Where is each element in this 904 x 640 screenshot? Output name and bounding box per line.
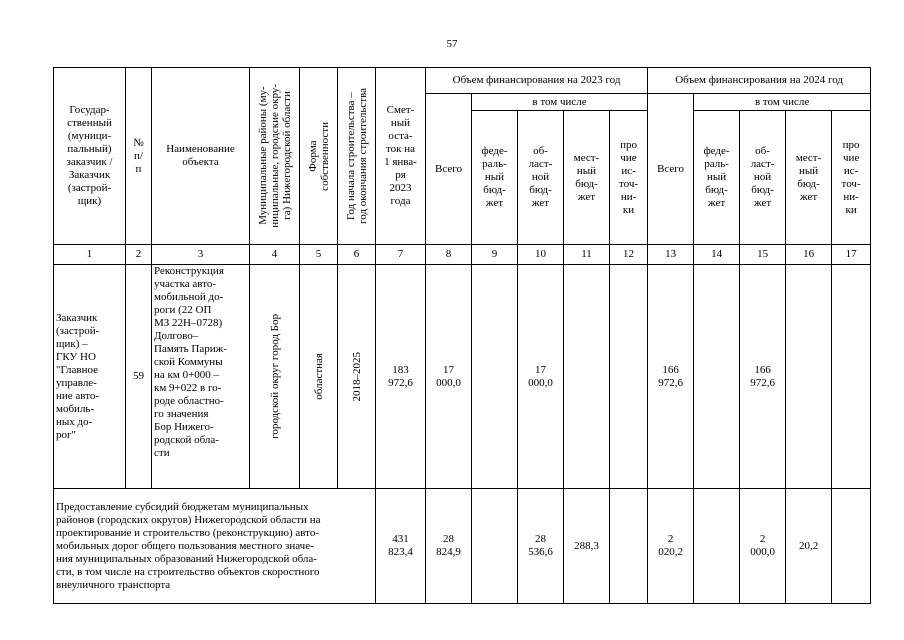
regional-2023-cell: 17 000,0 — [518, 265, 564, 489]
local-2024-cell — [786, 265, 832, 489]
header-years: Год начала строительства – год окончания строительства — [344, 88, 369, 224]
column-numbers-row — [54, 245, 871, 265]
col-number: 15 — [740, 245, 786, 265]
total-2024-cell: 166 972,6 — [648, 265, 694, 489]
other-2023-cell — [610, 489, 648, 604]
col-number: 10 — [518, 245, 564, 265]
ownership-text: областная — [312, 353, 325, 400]
header-ownership-cell — [300, 68, 338, 245]
col-number: 2 — [126, 245, 152, 265]
regional-2024-cell: 2 000,0 — [740, 489, 786, 604]
header-fin-2024: Объем финансирования на 2024 год — [648, 68, 871, 94]
header-other-2024: про чие ис- точ- ни- ки — [832, 111, 871, 245]
col-number: 13 — [648, 245, 694, 265]
subsidy-description-cell: Предоставление субсидий бюджетам муниципальных районов (городских округов) Нижегородской области на проектирование и строительство (реконструкцию) авто- мобильных дорог общего пользования местного значе- ния муниципальных образований Нижегородской обла- сти, в том числе на строительство объектов скоростного внеуличного транспорта — [54, 489, 376, 604]
years-text: 2018–2025 — [350, 351, 363, 402]
years-cell — [338, 265, 376, 489]
municipal-cell — [250, 265, 300, 489]
header-incl-2023: в том числе — [472, 94, 648, 111]
header-fin-2023: Объем финансирования на 2023 год — [426, 68, 648, 94]
regional-2023-cell: 28 536,6 — [518, 489, 564, 604]
total-2024-cell: 2 020,2 — [648, 489, 694, 604]
object-name-cell: Реконструкция участка авто- мобильной до- роги (22 ОП МЗ 22Н–0728) Долгово– Память Париж- ской Коммуны на км 0+000 – км 9+022 в го- роде областно- го значения Бор Нижего- родской обла- сти — [152, 265, 250, 489]
other-2024-cell — [832, 489, 871, 604]
col-number: 9 — [472, 245, 518, 265]
financing-table — [53, 67, 871, 604]
header-total-2024: Всего — [648, 94, 694, 245]
header-municipal: Муниципальные районы (му- ниципальные, городские окру- га) Нижегородской области — [256, 84, 293, 228]
estimate-cell: 431 823,4 — [376, 489, 426, 604]
header-other-2023: про чие ис- точ- ни- ки — [610, 111, 648, 245]
row-number-cell: 59 — [126, 265, 152, 489]
header-total-2023: Всего — [426, 94, 472, 245]
header-federal-2023: феде- раль- ный бюд- жет — [472, 111, 518, 245]
regional-2024-cell: 166 972,6 — [740, 265, 786, 489]
customer-cell: Заказчик (застрой- щик) – ГКУ НО "Главное управле- ние авто- мобиль- ных до- рог" — [54, 265, 126, 489]
header-customer: Государ- ственный (муници- пальный) заказчик / Заказчик (застрой- щик) — [54, 68, 126, 245]
estimate-cell: 183 972,6 — [376, 265, 426, 489]
federal-2024-cell — [694, 489, 740, 604]
local-2023-cell — [564, 265, 610, 489]
other-2024-cell — [832, 265, 871, 489]
col-number: 6 — [338, 245, 376, 265]
col-number: 3 — [152, 245, 250, 265]
col-number: 5 — [300, 245, 338, 265]
col-number: 8 — [426, 245, 472, 265]
local-2024-cell: 20,2 — [786, 489, 832, 604]
total-2023-cell: 28 824,9 — [426, 489, 472, 604]
header-local-2024: мест- ный бюд- жет — [786, 111, 832, 245]
header-regional-2024: об- ласт- ной бюд- жет — [740, 111, 786, 245]
local-2023-cell: 288,3 — [564, 489, 610, 604]
table-row-subsidies — [54, 489, 871, 604]
header-object-name: Наименование объекта — [152, 68, 250, 245]
page-number: 57 — [446, 38, 458, 50]
col-number: 7 — [376, 245, 426, 265]
col-number: 17 — [832, 245, 871, 265]
federal-2024-cell — [694, 265, 740, 489]
col-number: 1 — [54, 245, 126, 265]
header-regional-2023: об- ласт- ной бюд- жет — [518, 111, 564, 245]
federal-2023-cell — [472, 265, 518, 489]
header-federal-2024: феде- раль- ный бюд- жет — [694, 111, 740, 245]
table-row-object-59 — [54, 265, 871, 489]
header-estimate: Смет- ный оста- ток на 1 янва- ря 2023 года — [376, 68, 426, 245]
header-incl-2024: в том числе — [694, 94, 871, 111]
col-number: 4 — [250, 245, 300, 265]
header-municipal-cell — [250, 68, 300, 245]
header-row-1 — [54, 68, 871, 94]
municipal-text: городской округ город Бор — [268, 314, 281, 439]
total-2023-cell: 17 000,0 — [426, 265, 472, 489]
col-number: 11 — [564, 245, 610, 265]
col-number: 16 — [786, 245, 832, 265]
federal-2023-cell — [472, 489, 518, 604]
col-number: 12 — [610, 245, 648, 265]
header-number: № п/ п — [126, 68, 152, 245]
header-ownership: Форма собственности — [306, 121, 331, 191]
header-years-cell — [338, 68, 376, 245]
header-local-2023: мест- ный бюд- жет — [564, 111, 610, 245]
col-number: 14 — [694, 245, 740, 265]
ownership-cell — [300, 265, 338, 489]
other-2023-cell — [610, 265, 648, 489]
